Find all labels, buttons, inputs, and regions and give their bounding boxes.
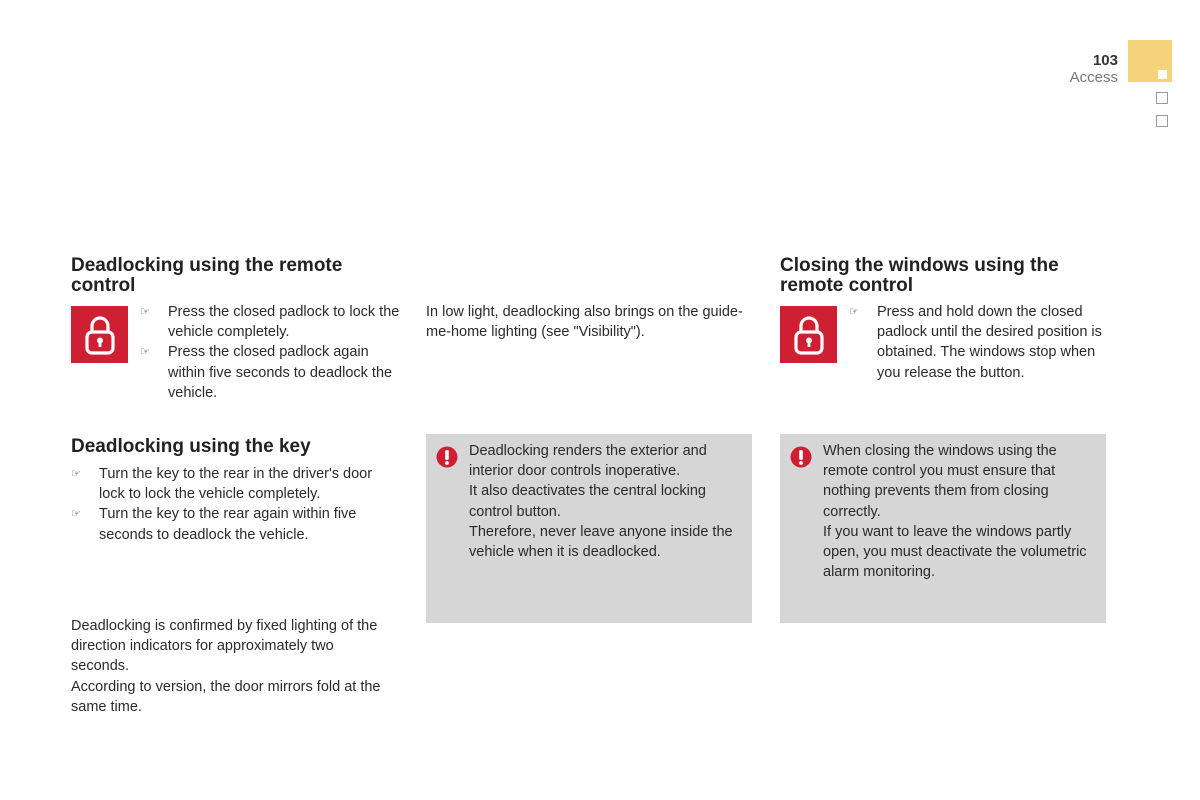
list-item: ☞ Press the closed padlock again within five seconds to deadlock the vehicle. (140, 344, 393, 401)
deadlock-warning-text: Deadlocking renders the exterior and interior door controls inoperative. It also deactivates the central locking control button. Therefore, never leave anyone inside the vehicle when it is deadlocked. (469, 443, 733, 561)
list-item: ☞ Turn the key to the rear again within five seconds to deadlock the vehicle. (71, 506, 357, 543)
padlock-icon (85, 315, 115, 355)
low-light-note: In low light, deadlocking also brings on the guide-me-home lighting (see "Visibility"). (426, 304, 743, 341)
exclamation-warning-icon (790, 446, 812, 468)
pointing-arrow-bullet-icon: ☞ (140, 306, 150, 318)
remote-deadlock-steps (140, 302, 400, 403)
exclamation-warning-icon (436, 446, 458, 468)
remote-deadlock-heading: Deadlocking using the remote control (71, 255, 343, 296)
pointing-arrow-bullet-icon: ☞ (71, 508, 81, 521)
list-item: ☞ Turn the key to the rear in the driver's door lock to lock the vehicle completely. (71, 466, 373, 503)
list-item: ☞ Press the closed padlock to lock the vehicle completely. (140, 304, 400, 341)
deadlock-confirmation-note (71, 616, 391, 717)
windows-warning-box (780, 434, 1106, 623)
section-title: Access (1069, 69, 1118, 86)
windows-warning-text: When closing the windows using the remote control you must ensure that nothing prevents them from closing correctly. If you want to leave the windows partly open, you must deactivate the volumetric alarm monitoring. (823, 443, 1087, 581)
list-item: ☞ Press and hold down the closed padlock until the desired position is obtained. The windows stop when you release the button. (849, 304, 1102, 381)
confirm-note: Deadlocking is confirmed by fixed lighting of the direction indicators for approximately two seconds. (71, 618, 378, 675)
mirrors-note: According to version, the door mirrors fold at the same time. (71, 678, 381, 715)
key-deadlock-heading: Deadlocking using the key (71, 436, 311, 457)
chapter-tab-square (1156, 92, 1168, 104)
closed-padlock-icon (71, 306, 128, 363)
padlock-icon (794, 315, 824, 355)
key-deadlock-steps (71, 464, 401, 545)
deadlock-warning-box (426, 434, 752, 623)
chapter-tab-square (1156, 115, 1168, 127)
page-number: 103 (1092, 52, 1118, 69)
windows-steps (849, 302, 1109, 383)
closed-padlock-icon (780, 306, 837, 363)
pointing-arrow-bullet-icon: ☞ (71, 468, 81, 480)
pointing-arrow-bullet-icon: ☞ (140, 346, 150, 359)
windows-heading: Closing the windows using the remote control (780, 255, 1059, 296)
pointing-arrow-bullet-icon: ☞ (849, 306, 859, 318)
chapter-tab-marker (1158, 70, 1167, 79)
